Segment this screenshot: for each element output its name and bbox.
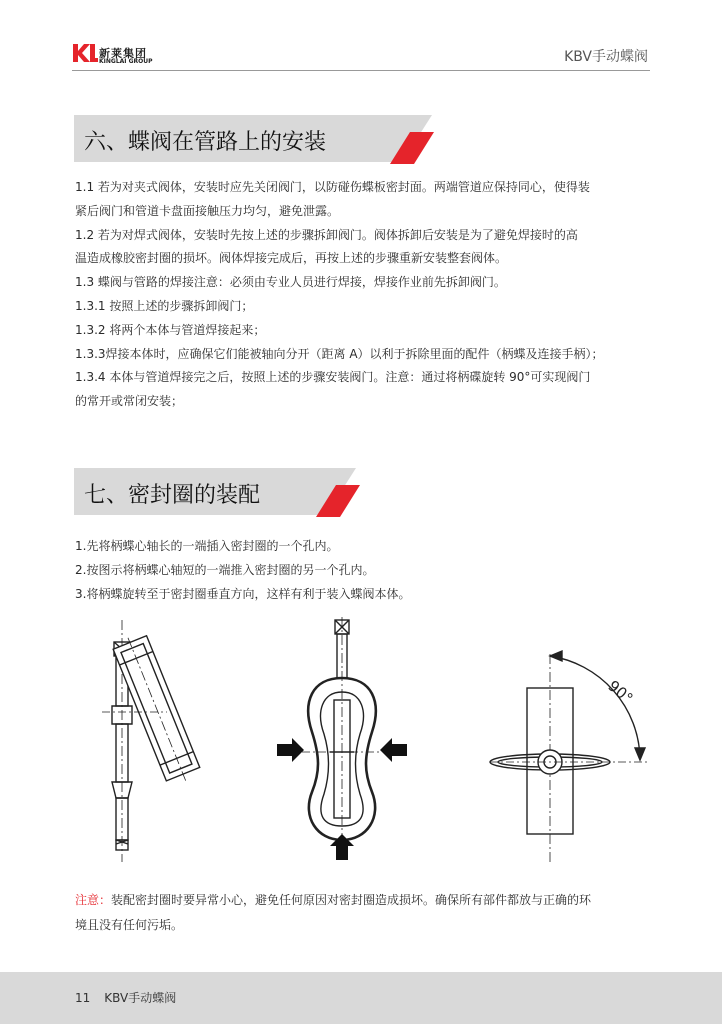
footer-text bbox=[75, 989, 190, 1006]
note-text-1: 装配密封圈时要异常小心，避免任何原因对密封圈造成损坏。确保所有部件都放与正确的环 bbox=[111, 893, 592, 907]
section6-body bbox=[75, 176, 655, 414]
section6-line: 紧后阀门和管道卡盘面接触压力均匀，避免泄露。 bbox=[75, 203, 340, 218]
assembly-note bbox=[75, 888, 655, 938]
section6-line: 1.1 若为对夹式阀体，安装时应先关闭阀门，以防碰伤蝶板密封面。两端管道应保持同心，使得装 bbox=[75, 180, 590, 194]
seal-assembly-figure bbox=[72, 612, 652, 872]
arrow-left-icon bbox=[380, 738, 407, 762]
section6-line: 的常开或常闭安装； bbox=[75, 394, 184, 409]
section6-line: 1.3 蝶阀与管路的焊接注意：必须由专业人员进行焊接，焊接作业前先拆卸阀门。 bbox=[75, 275, 506, 290]
logo-english-name: KINGLAI GROUP bbox=[99, 58, 153, 65]
note-text-2: 境且没有任何污垢。 bbox=[75, 918, 184, 932]
note-line-1 bbox=[75, 888, 655, 913]
section6-line: 1.3.1 按照上述的步骤拆卸阀门； bbox=[75, 298, 254, 313]
kinglai-logo-icon bbox=[72, 42, 98, 64]
section7-body bbox=[75, 534, 655, 606]
diagram-push-short-end bbox=[302, 617, 382, 842]
section6-title: 六、蝶阀在管路上的安装 bbox=[84, 130, 327, 155]
section7-line: 2.按图示将柄蝶心轴短的一端推入密封圈的另一个孔内。 bbox=[75, 563, 375, 577]
section7-title: 七、密封圈的装配 bbox=[84, 483, 261, 508]
note-label: 注意： bbox=[75, 893, 112, 907]
logo-chinese-name: 新莱集团 bbox=[99, 47, 147, 60]
section6-line: 温造成橡胶密封圈的损坏。阀体焊接完成后，再按上述的步骤重新安装整套阀体。 bbox=[75, 251, 508, 266]
section6-banner bbox=[74, 115, 434, 167]
page-number: 11 bbox=[75, 991, 91, 1005]
section7-line: 3.将柄蝶旋转至于密封圈垂直方向，这样有利于装入蝶阀本体。 bbox=[75, 587, 411, 601]
diagram-insert-long-end bbox=[102, 620, 203, 862]
section7-line: 1.先将柄蝶心轴长的一端插入密封圈的一个孔内。 bbox=[75, 539, 339, 553]
section6-line: 1.3.4 本体与管道焊接完之后，按照上述的步骤安装阀门。注意：通过将柄碟旋转 90°可实现阀门 bbox=[75, 370, 591, 385]
section6-line: 1.2 若为对焊式阀体，安装时先按上述的步骤拆卸阀门。阀体拆卸后安装是为了避免焊接时的高 bbox=[75, 227, 578, 242]
header-doc-title: KBV手动蝶阀 bbox=[564, 49, 648, 65]
section7-banner bbox=[74, 468, 364, 520]
footer-doc-title: KBV手动蝶阀 bbox=[104, 991, 177, 1005]
section6-line: 1.3.2 将两个本体与管道焊接起来； bbox=[75, 322, 266, 337]
page-footer bbox=[0, 972, 722, 1024]
section6-line: 1.3.3焊接本体时，应确保它们能被轴向分开（距离 A）以利于拆除里面的配件（柄蝶及连接手柄）； bbox=[75, 346, 604, 361]
header-divider bbox=[72, 70, 650, 71]
company-logo bbox=[72, 42, 172, 68]
angle-label: 90° bbox=[604, 676, 637, 708]
arrow-right-icon bbox=[277, 738, 304, 762]
